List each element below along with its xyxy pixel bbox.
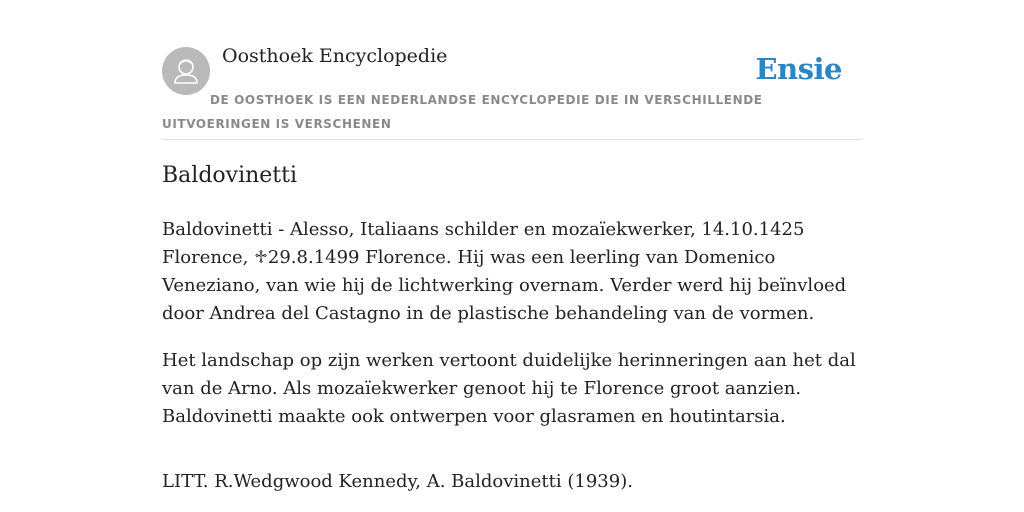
literature-reference: LITT. R.Wedgwood Kennedy, A. Baldovinetti (1939). — [162, 471, 633, 492]
publication-description: DE OOSTHOEK IS EEN NEDERLANDSE ENCYCLOPEDIE DIE IN VERSCHILLENDE UITVOERINGEN IS VERSCHENEN — [162, 93, 763, 131]
publication-name[interactable]: Oosthoek Encyclopedie — [222, 45, 448, 67]
article-paragraph: Het landschap op zijn werken vertoont duidelijke herinneringen aan het dal van de Arno. Als mozaïekwerker genoot hij te Florence groot aanzien. Baldovinetti maakte ook ontwerpen voor glasramen en houtintarsia. — [162, 350, 856, 427]
article-body — [162, 216, 862, 512]
header-divider — [162, 139, 862, 140]
ensie-logo[interactable]: Ensie — [755, 52, 842, 86]
article-paragraph: Baldovinetti - Alesso, Italiaans schilder en mozaïekwerker, 14.10.1425 Florence, ♱29.8.1499 Florence. Hij was een leerling van Domenico Veneziano, van wie hij de lichtwerking overnam. Verder werd hij beïnvloed door Andrea del Castagno in de plastische behandeling van de vormen. — [162, 219, 847, 324]
article-title: Baldovinetti — [162, 163, 298, 188]
